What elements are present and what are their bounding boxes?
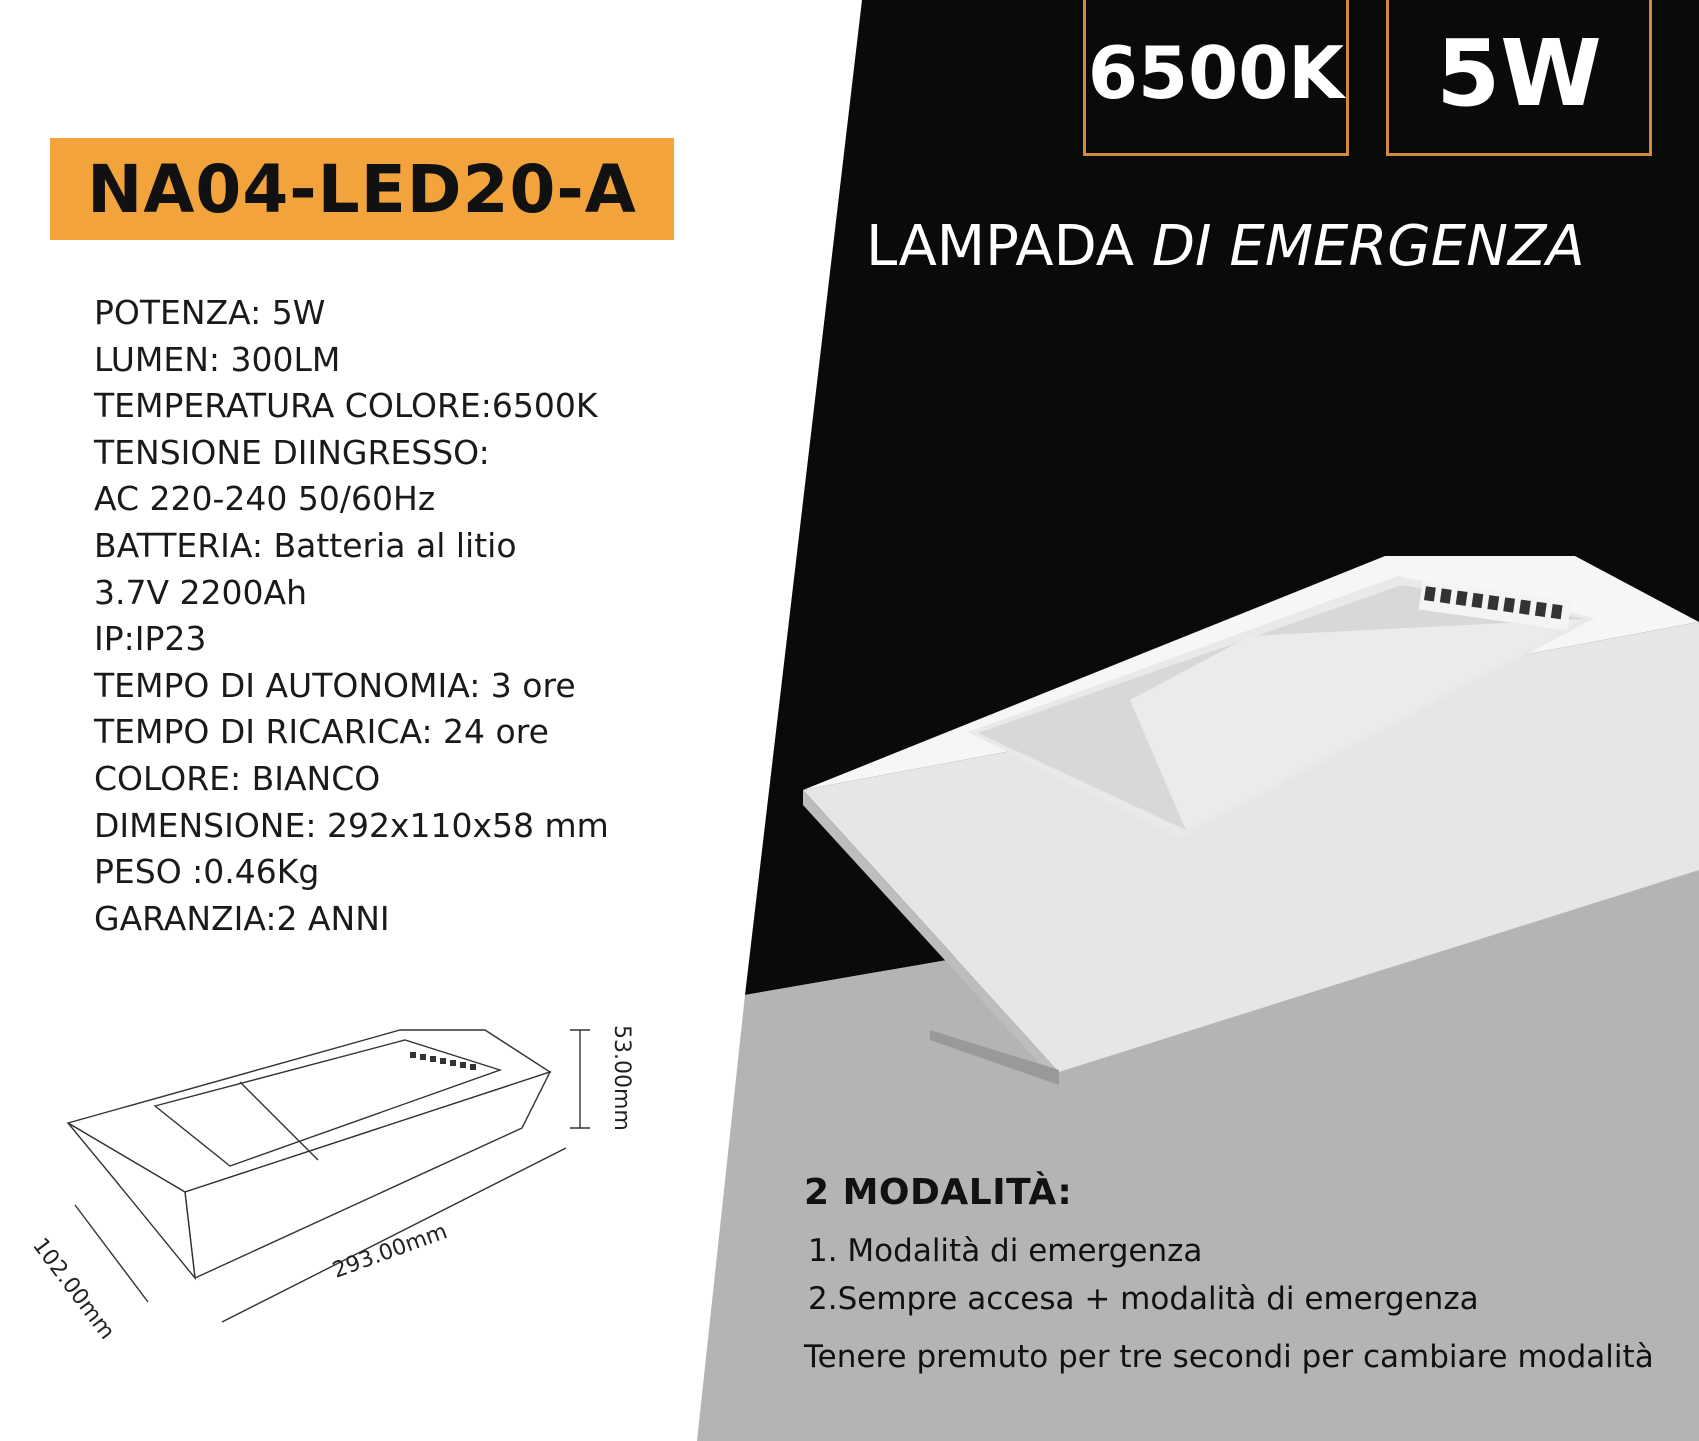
modes-heading: 2 MODALITÀ: — [804, 1172, 1073, 1213]
height-dimension-label: 53.00mm — [609, 1025, 634, 1131]
spec-item: LUMEN: 300LM — [94, 339, 341, 379]
power-badge — [1386, 0, 1652, 156]
spec-item: COLORE: BIANCO — [94, 758, 381, 798]
product-title-italic: DI EMERGENZA — [1151, 214, 1585, 279]
spec-item: TENSIONE DIINGRESSO: — [94, 432, 490, 472]
width-dimension-label: 102.00mm — [27, 1233, 120, 1345]
mode-switch-note: Tenere premuto per tre secondi per cambiare modalità — [804, 1339, 1654, 1375]
spec-item: BATTERIA: Batteria al litio — [94, 525, 517, 565]
mode-item: 1. Modalità di emergenza — [808, 1233, 1203, 1269]
spec-item: TEMPO DI AUTONOMIA: 3 ore — [94, 665, 576, 705]
product-title — [866, 214, 1585, 279]
spec-item: POTENZA: 5W — [94, 293, 326, 332]
model-number: NA04-LED20-A — [87, 150, 637, 228]
spec-item: AC 220-240 50/60Hz — [94, 479, 436, 519]
spec-item: 3.7V 2200Ah — [94, 572, 308, 612]
spec-item: TEMPERATURA COLORE:6500K — [94, 386, 598, 426]
spec-item: GARANZIA:2 ANNI — [94, 898, 390, 938]
color-temperature-badge — [1083, 0, 1349, 156]
spec-item: DIMENSIONE: 292x110x58 mm — [94, 805, 609, 845]
dimension-diagram — [68, 1030, 590, 1322]
spec-item: PESO :0.46Kg — [94, 852, 320, 892]
modes-section — [804, 1172, 1654, 1375]
length-dimension-label: 293.00mm — [329, 1219, 451, 1284]
power-value: 5W — [1436, 19, 1602, 127]
product-title-main: LAMPADA — [866, 214, 1135, 279]
model-label — [50, 138, 674, 240]
spec-list — [94, 290, 609, 942]
mode-item: 2.Sempre accesa + modalità di emergenza — [808, 1281, 1479, 1317]
spec-item: TEMPO DI RICARICA: 24 ore — [94, 712, 549, 752]
spec-item: IP:IP23 — [94, 619, 207, 659]
color-temperature-value: 6500K — [1087, 31, 1345, 115]
